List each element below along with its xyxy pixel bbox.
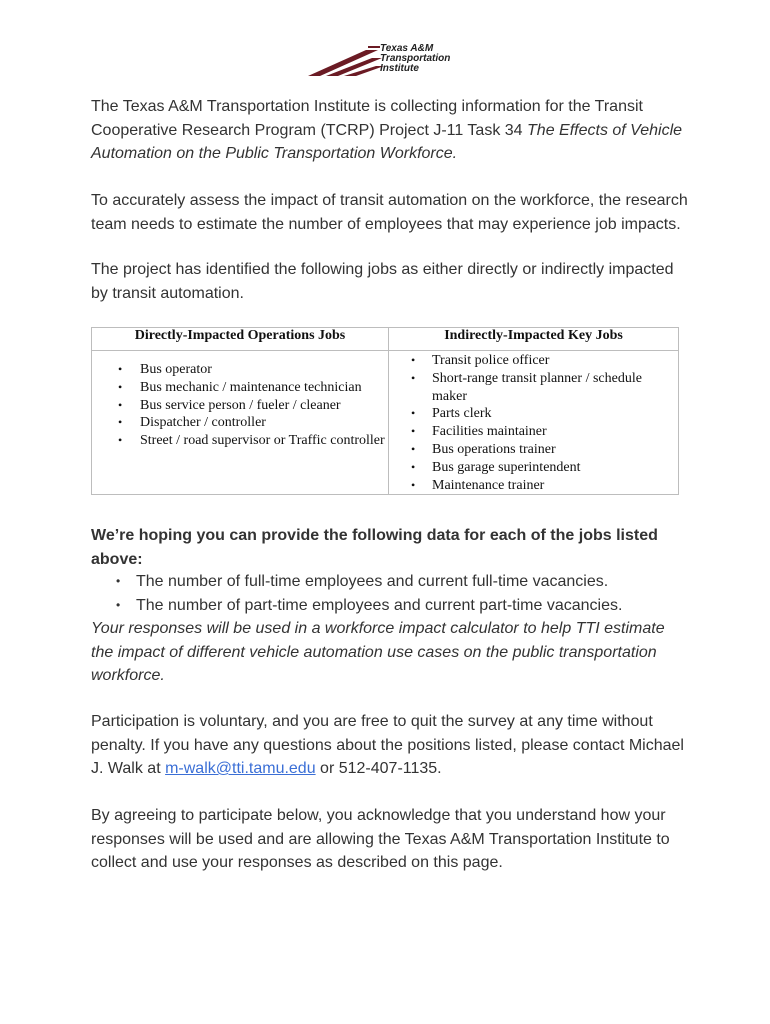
indirect-jobs-list [389,351,678,494]
indirect-jobs-header: Indirectly-Impacted Key Jobs [389,328,679,351]
indirect-job-item: • Parts clerk [432,405,678,423]
direct-jobs-list [92,351,388,458]
direct-job-item: • Bus operator [140,361,388,379]
intro-paragraph [91,95,691,166]
intro-text: The Texas A&M Transportation Institute is collecting information for the Transit Cooperative Research Program (TCRP) Project J-11 Task 34 [91,98,643,139]
direct-jobs-header: Directly-Impacted Operations Jobs [92,328,389,351]
assess-paragraph: To accurately assess the impact of transit automation on the workforce, the research team needs to estimate the number of employees that may experience job impacts. [91,192,688,233]
request-item: • The number of full-time employees and current full-time vacancies. [136,570,691,594]
request-heading: We’re hoping you can provide the following data for each of the jobs listed above: [91,527,658,568]
direct-job-item: • Street / road supervisor or Traffic controller [140,432,388,450]
request-list-container [91,570,691,617]
indirect-job-item: • Bus operations trainer [432,441,678,459]
project-title: The Effects of Vehicle Automation on the Public Transportation Workforce. [91,121,683,162]
contact-email-link[interactable]: m-walk@tti.tamu.edu [165,760,316,777]
identified-paragraph: The project has identified the following jobs as either directly or indirectly impacted by transit automation. [91,261,674,302]
tti-logo [306,42,466,80]
indirect-job-item: • Short-range transit planner / schedule maker [432,370,678,406]
direct-job-item: • Bus mechanic / maintenance technician [140,379,388,397]
direct-job-item: • Dispatcher / controller [140,414,388,432]
direct-job-item: • Bus service person / fueler / cleaner [140,397,388,415]
request-list [91,570,691,617]
indirect-job-item: • Facilities maintainer [432,423,678,441]
participation-text: Participation is voluntary, and you are free to quit the survey at any time without penalty. If you have any questions about the positions listed, please contact Michael J. Walk at [91,713,684,777]
usage-note: Your responses will be used in a workforce impact calculator to help TTI estimate the impact of different vehicle automation use cases on the public transportation workforce. [91,620,665,684]
tti-logo-mark-icon [306,42,386,78]
logo-line-1: Texas A&M [380,43,434,54]
indirect-job-item: • Transit police officer [432,352,678,370]
jobs-table-header-row [92,328,679,351]
indirect-job-item: • Bus garage superintendent [432,459,678,477]
logo-line-3: Institute [380,63,419,74]
indirect-jobs-cell [389,351,679,495]
participation-phone-text: or 512-407-1135. [315,760,442,777]
request-item: • The number of part-time employees and current part-time vacancies. [136,594,691,618]
agreement-paragraph: By agreeing to participate below, you acknowledge that you understand how your responses will be used and are allowing the Texas A&M Transportation Institute to collect and use your responses as described on this page. [91,807,670,871]
tti-logo-wordmark [380,44,450,74]
indirect-job-item: • Maintenance trainer [432,477,678,495]
direct-jobs-cell [92,351,389,495]
jobs-table-row [92,351,679,495]
participation-paragraph [91,710,691,781]
jobs-table [91,327,679,495]
logo-line-2: Transportation [380,53,451,64]
